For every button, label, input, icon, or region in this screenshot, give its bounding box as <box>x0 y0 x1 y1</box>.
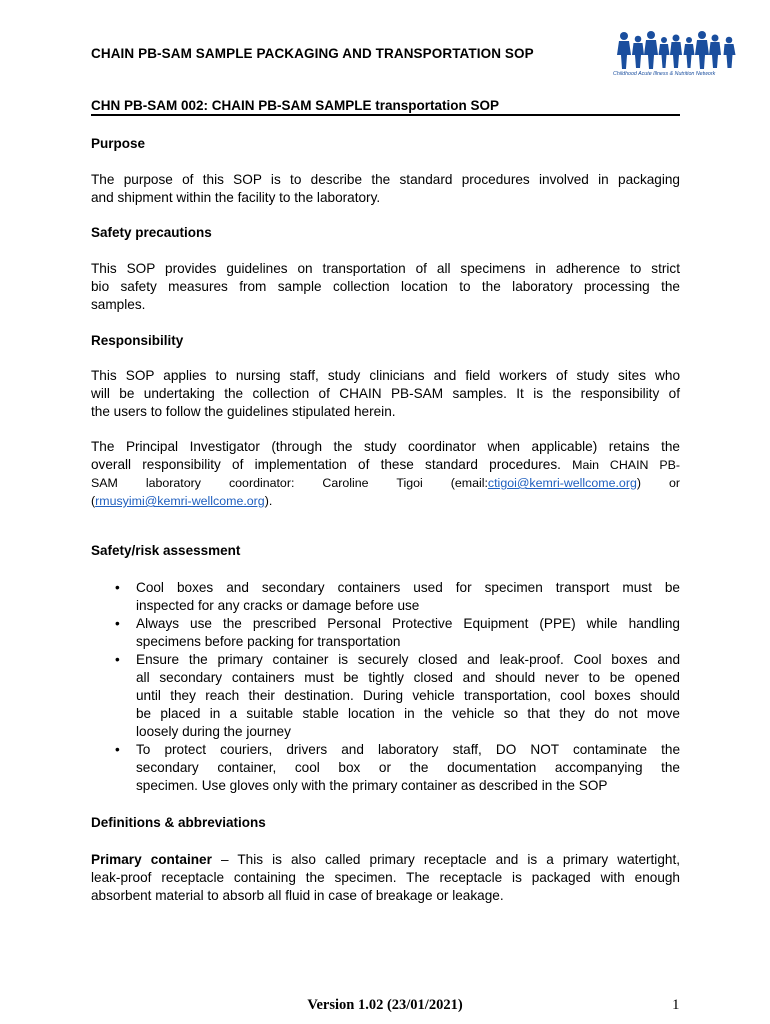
text-span: – This is also called primary receptacle and is a primary watertight, <box>211 852 681 867</box>
purpose-paragraph <box>91 171 680 207</box>
text-line: inspected for any cracks or damage before use <box>136 598 420 613</box>
subtitle-underline <box>91 114 680 116</box>
text-line: will be undertaking the collection of CHAIN PB-SAM samples. It is the responsibility of <box>91 386 680 401</box>
definitions-heading: Definitions & abbreviations <box>91 815 266 830</box>
text-line: This SOP applies to nursing staff, study clinicians and field workers of study sites who <box>91 368 680 383</box>
text-line: absorbent material to absorb all fluid in case of breakage or leakage. <box>91 888 504 903</box>
text-line: specimen. Use gloves only with the primary container as described in the SOP <box>136 778 608 793</box>
responsibility-heading: Responsibility <box>91 333 184 348</box>
text-line <box>91 492 680 510</box>
text-span: ( <box>91 494 96 508</box>
text-line: leak-proof receptacle containing the specimen. The receptacle is packaged with enough <box>91 870 680 885</box>
purpose-heading: Purpose <box>91 136 146 151</box>
text-span: Main CHAIN PB- <box>572 458 681 472</box>
term-primary-container: Primary container <box>91 852 212 867</box>
responsibility-paragraph-2 <box>91 438 680 510</box>
responsibility-paragraph-1 <box>91 367 680 421</box>
text-line: loosely during the journey <box>136 724 291 739</box>
text-line <box>91 456 680 474</box>
text-line: secondary container, cool box or the documentation accompanying the <box>136 760 680 775</box>
bullet-icon: • <box>115 580 120 595</box>
risk-heading: Safety/risk assessment <box>91 543 241 558</box>
list-item <box>91 615 680 651</box>
footer-version: Version 1.02 (23/01/2021) <box>307 997 463 1013</box>
text-line: Always use the prescribed Personal Protective Equipment (PPE) while handling <box>136 616 680 631</box>
text-line: Ensure the primary container is securely closed and leak-proof. Cool boxes and <box>136 652 680 667</box>
text-line: The Principal Investigator (through the study coordinator when applicable) retains the <box>91 439 680 454</box>
document-header-title: CHAIN PB-SAM SAMPLE PACKAGING AND TRANSPORTATION SOP <box>91 46 534 61</box>
page-number: 1 <box>672 997 680 1013</box>
definitions-paragraph <box>91 851 680 905</box>
text-line: until they reach their destination. During vehicle transportation, cool boxes should <box>136 688 680 703</box>
list-item <box>91 579 680 615</box>
text-span: overall responsibility of implementation of these standard procedures. <box>91 457 561 472</box>
email-link-ctigoi[interactable]: ctigoi@kemri-wellcome.org <box>487 476 637 490</box>
bullet-icon: • <box>115 616 120 631</box>
text-line: be placed in a suitable stable location in the vehicle so that they do not move <box>136 706 680 721</box>
list-item <box>91 741 680 795</box>
text-span: ). <box>264 494 273 508</box>
bullet-icon: • <box>115 652 120 667</box>
risk-bullet-list <box>91 579 680 795</box>
text-line: To protect couriers, drivers and laboratory staff, DO NOT contaminate the <box>136 742 680 757</box>
text-line: and shipment within the facility to the laboratory. <box>91 190 381 205</box>
text-line: all secondary containers must be tightly closed and should never to be opened <box>136 670 680 685</box>
text-span: SAM laboratory coordinator: Caroline Tigoi (email: <box>91 476 488 490</box>
safety-heading: Safety precautions <box>91 225 212 240</box>
list-item <box>91 651 680 741</box>
bullet-icon: • <box>115 742 120 757</box>
text-line <box>91 851 680 869</box>
text-span: ) or <box>636 476 680 490</box>
email-link-rmusyimi[interactable]: rmusyimi@kemri-wellcome.org <box>95 494 265 508</box>
text-line: the users to follow the guidelines stipulated herein. <box>91 404 396 419</box>
text-line: The purpose of this SOP is to describe the standard procedures involved in packaging <box>91 172 680 187</box>
document-subtitle: CHN PB-SAM 002: CHAIN PB-SAM SAMPLE transportation SOP <box>91 98 500 113</box>
safety-paragraph <box>91 260 680 314</box>
logo-tagline: Childhood Acute Illness & Nutrition Network <box>613 71 716 77</box>
text-line: samples. <box>91 297 146 312</box>
text-line: Cool boxes and secondary containers used for specimen transport must be <box>136 580 680 595</box>
text-line: This SOP provides guidelines on transportation of all specimens in adherence to strict <box>91 261 680 276</box>
text-line: bio safety measures from sample collection location to the laboratory processing the <box>91 279 680 294</box>
text-line <box>91 474 680 492</box>
text-line: specimens before packing for transportation <box>136 634 401 649</box>
